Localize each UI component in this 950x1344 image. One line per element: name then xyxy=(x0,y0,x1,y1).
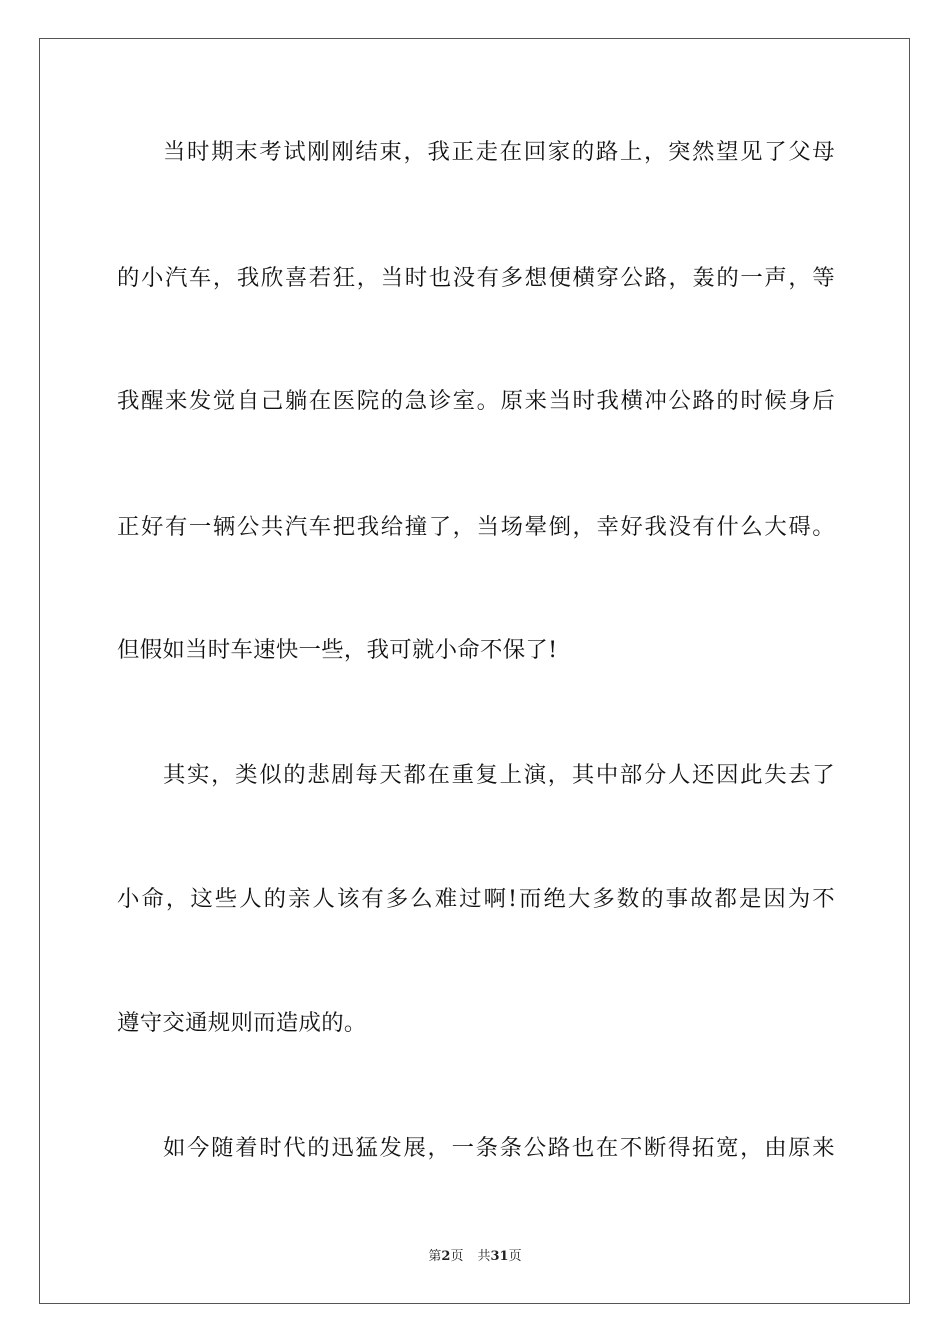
paragraph-2-line-3: 遵守交通规则而造成的。 xyxy=(117,1010,367,1036)
paragraph-1-line-3: 我醒来发觉自己躺在医院的急诊室。原来当时我横冲公路的时候身后 xyxy=(117,388,835,414)
total-suffix: 页 xyxy=(508,1249,522,1264)
page-border xyxy=(39,38,910,1304)
page-prefix: 第 xyxy=(428,1249,442,1264)
paragraph-2-line-2: 小命，这些人的亲人该有多么难过啊!而绝大多数的事故都是因为不 xyxy=(117,886,835,912)
total-prefix: 共 xyxy=(477,1249,491,1264)
page-footer xyxy=(0,1248,950,1266)
paragraph-3-line-1: 如今随着时代的迅猛发展，一条条公路也在不断得拓宽，由原来 xyxy=(163,1135,835,1161)
paragraph-2-line-1: 其实，类似的悲剧每天都在重复上演，其中部分人还因此失去了 xyxy=(163,762,835,788)
paragraph-1-line-2: 的小汽车，我欣喜若狂，当时也没有多想便横穿公路，轰的一声，等 xyxy=(117,265,835,291)
page-suffix: 页 xyxy=(450,1249,464,1264)
paragraph-1-line-1: 当时期末考试刚刚结束，我正走在回家的路上，突然望见了父母 xyxy=(163,139,835,165)
total-pages: 31 xyxy=(490,1249,509,1264)
paragraph-1-line-5: 但假如当时车速快一些，我可就小命不保了! xyxy=(117,637,558,663)
page-number: 2 xyxy=(441,1249,451,1264)
paragraph-1-line-4: 正好有一辆公共汽车把我给撞了，当场晕倒，幸好我没有什么大碍。 xyxy=(117,514,835,540)
